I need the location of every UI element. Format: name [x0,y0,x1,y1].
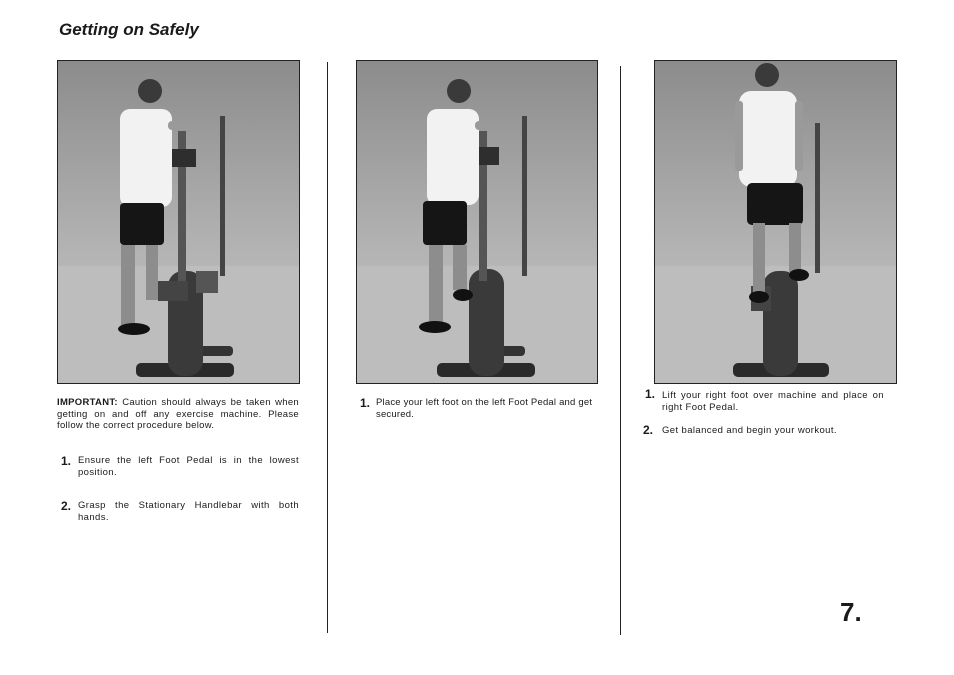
step-number: 1. [61,454,72,468]
photo-step-place-left-foot [356,60,598,384]
column-divider-right [620,66,621,635]
step-text: Lift your right foot over machine and place on right Foot Pedal. [662,390,884,413]
step-number: 2. [61,499,72,513]
col3-step-1 [645,387,885,417]
col1-step-1 [61,454,299,484]
col2-step-1 [360,396,598,426]
step-number: 2. [643,423,654,437]
important-text: Caution should always be taken when getting on and off any exercise machine. Please follow the correct procedure below. [57,397,299,431]
step-text: Grasp the Stationary Handlebar with both hands. [78,500,299,523]
photo-step-grasp-handlebar [57,60,300,384]
important-label: IMPORTANT: [57,397,118,408]
photo-step-lift-right-foot [654,60,897,384]
col1-step-2 [61,499,299,529]
page-title: Getting on Safely [59,20,199,39]
step-number: 1. [360,396,371,410]
step-text: Ensure the left Foot Pedal is in the lowest position. [78,455,299,478]
step-text: Place your left foot on the left Foot Pedal and get secured. [376,397,593,420]
col3-step-2 [643,423,885,443]
page-number: 7. [840,597,862,627]
step-text: Get balanced and begin your workout. [662,425,837,436]
step-number: 1. [645,387,656,401]
important-note [57,397,299,432]
column-divider-left [327,62,328,633]
